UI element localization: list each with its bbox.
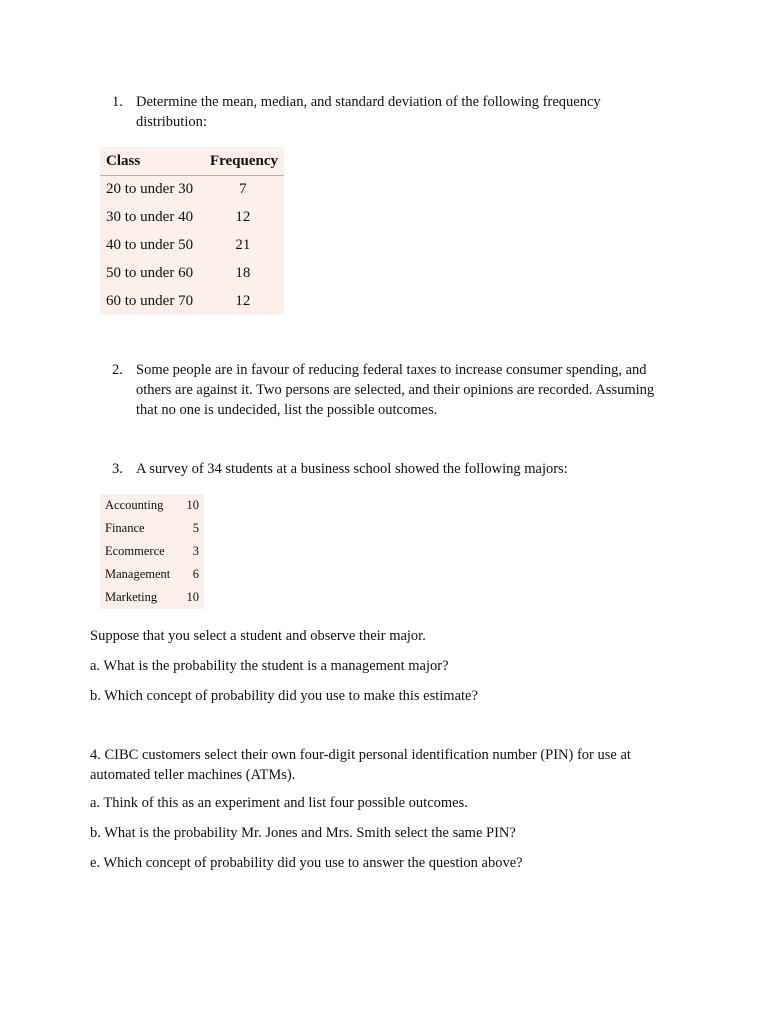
major-cell: Ecommerce [105,544,165,558]
table-header-row [100,147,284,176]
major-cell: Marketing [105,590,158,604]
question-1-line-2: distribution: [136,114,207,130]
table-row [100,232,284,260]
majors-table [100,494,204,609]
count-cell: 10 [186,498,199,512]
table-row [100,259,284,287]
question-1-line-1: Determine the mean, median, and standard deviation of the following frequency [136,94,601,110]
count-cell: 6 [192,567,199,581]
class-cell: 30 to under 40 [106,209,194,226]
table-row [100,287,284,315]
question-4-part-e: e. Which concept of probability did you use to answer the question above? [90,855,523,871]
column-header-frequency: Frequency [202,147,284,176]
question-2-number: 2. [112,362,123,378]
class-cell: 50 to under 60 [106,264,194,281]
frequency-cell: 18 [235,264,251,281]
table-row [100,517,204,540]
question-2-line-2: others are against it. Two persons are selected, and their opinions are recorded. Assuming [136,382,655,398]
major-cell: Accounting [105,498,164,512]
table-row [100,204,284,232]
question-4-part-a: a. Think of this as an experiment and list four possible outcomes. [90,795,468,811]
column-header-class: Class [100,147,202,176]
table-row [100,494,204,517]
class-cell: 40 to under 50 [106,236,194,253]
frequency-cell: 7 [239,181,247,198]
question-4-line-2: automated teller machines (ATMs). [90,767,296,783]
table-row [100,563,204,586]
table-row [100,540,204,563]
class-cell: 60 to under 70 [106,292,194,309]
question-2-text [136,360,654,420]
question-4-part-b: b. What is the probability Mr. Jones and Mrs. Smith select the same PIN? [90,825,516,841]
frequency-table [100,147,284,315]
question-3-number: 3. [112,461,123,477]
question-3-part-a: a. What is the probability the student is a management major? [90,658,449,674]
major-cell: Management [105,567,171,581]
class-cell: 20 to under 30 [106,181,194,198]
table-row [100,176,284,204]
frequency-cell: 12 [235,292,251,309]
question-3 [112,459,712,479]
count-cell: 5 [192,521,199,535]
question-4-line-1: 4. CIBC customers select their own four-digit personal identification number (PIN) for use at [90,747,631,763]
question-2-line-3: that no one is undecided, list the possible outcomes. [136,402,438,418]
frequency-cell: 12 [235,209,251,226]
count-cell: 3 [192,544,199,558]
major-cell: Finance [105,521,145,535]
question-1-text [136,92,601,132]
question-2 [112,360,732,420]
question-2-line-1: Some people are in favour of reducing federal taxes to increase consumer spending, and [136,362,647,378]
count-cell: 10 [186,590,199,604]
question-3-text: A survey of 34 students at a business school showed the following majors: [136,461,568,477]
table-row [100,586,204,609]
question-3-part-b: b. Which concept of probability did you use to make this estimate? [90,688,478,704]
question-1 [112,92,712,132]
question-3-intro: Suppose that you select a student and observe their major. [90,628,426,644]
question-1-number: 1. [112,94,123,110]
frequency-cell: 21 [235,236,251,253]
